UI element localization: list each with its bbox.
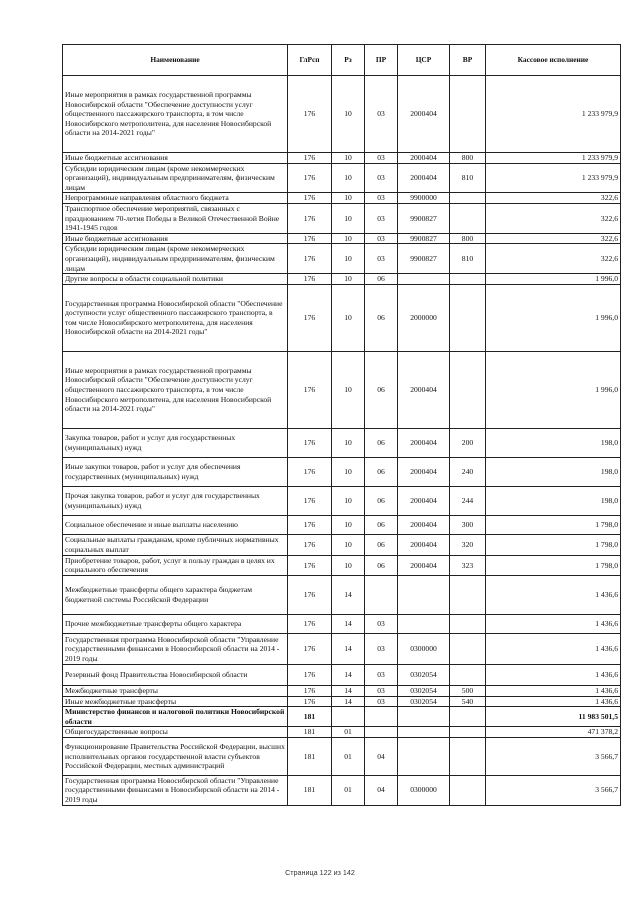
- cell-pr: 06: [365, 457, 398, 486]
- cell-pr: 03: [365, 163, 398, 193]
- cell-csr: 2000404: [398, 457, 450, 486]
- cell-vr: 800: [450, 233, 486, 244]
- table-row: [63, 193, 621, 204]
- cell-csr: 0300000: [398, 633, 450, 664]
- cell-amount: 3 566,7: [486, 737, 621, 775]
- cell-name: Функционирование Правительства Российской Федерации, высших исполнительных органов государственной власти субъектов Российской Федерации, местных администраций: [63, 737, 288, 775]
- cell-amount: 1 798,0: [486, 534, 621, 555]
- cell-glrsp: 176: [288, 515, 332, 534]
- cell-amount: 198,0: [486, 428, 621, 457]
- table-row: [63, 153, 621, 164]
- cell-csr: [398, 274, 450, 285]
- cell-rz: 14: [332, 696, 365, 707]
- cell-csr: [398, 575, 450, 614]
- cell-pr: 03: [365, 244, 398, 274]
- cell-glrsp: 176: [288, 486, 332, 515]
- cell-csr: 2000404: [398, 76, 450, 153]
- cell-name: Иные межбюджетные трансферты: [63, 696, 288, 707]
- header-pr: ПР: [365, 45, 398, 76]
- cell-glrsp: 176: [288, 203, 332, 233]
- cell-csr: [398, 737, 450, 775]
- cell-vr: 800: [450, 153, 486, 164]
- table-row: [63, 575, 621, 614]
- budget-execution-table: [62, 44, 621, 806]
- cell-pr: 03: [365, 153, 398, 164]
- cell-rz: 01: [332, 727, 365, 738]
- cell-pr: 06: [365, 284, 398, 351]
- header-name: Наименование: [63, 45, 288, 76]
- table-row: [63, 664, 621, 685]
- cell-csr: 2000404: [398, 534, 450, 555]
- cell-amount: 198,0: [486, 486, 621, 515]
- table-row: [63, 685, 621, 696]
- cell-pr: 03: [365, 633, 398, 664]
- cell-csr: 9900827: [398, 244, 450, 274]
- table-row: [63, 428, 621, 457]
- cell-csr: 2000404: [398, 555, 450, 575]
- cell-vr: [450, 193, 486, 204]
- cell-vr: 244: [450, 486, 486, 515]
- cell-amount: 3 566,7: [486, 775, 621, 805]
- cell-rz: 10: [332, 163, 365, 193]
- header-glrsp: ГлРсп: [288, 45, 332, 76]
- table-row: [63, 515, 621, 534]
- cell-rz: 14: [332, 664, 365, 685]
- cell-name: Иные бюджетные ассигнования: [63, 233, 288, 244]
- cell-name: Социальное обеспечение и иные выплаты населению: [63, 515, 288, 534]
- cell-pr: [365, 707, 398, 727]
- cell-csr: 2000404: [398, 163, 450, 193]
- cell-glrsp: 176: [288, 575, 332, 614]
- cell-rz: 14: [332, 614, 365, 633]
- cell-glrsp: 176: [288, 614, 332, 633]
- table-row: [63, 737, 621, 775]
- cell-rz: 10: [332, 534, 365, 555]
- cell-name: Общегосударственные вопросы: [63, 727, 288, 738]
- cell-vr: [450, 707, 486, 727]
- cell-glrsp: 176: [288, 244, 332, 274]
- cell-amount: 1 436,6: [486, 685, 621, 696]
- cell-rz: 01: [332, 775, 365, 805]
- cell-glrsp: 176: [288, 428, 332, 457]
- table-row: [63, 233, 621, 244]
- cell-amount: 1 233 979,9: [486, 163, 621, 193]
- table-row: [63, 633, 621, 664]
- cell-vr: 323: [450, 555, 486, 575]
- table-row: [63, 351, 621, 428]
- table-row: [63, 244, 621, 274]
- cell-csr: [398, 727, 450, 738]
- table-row: [63, 274, 621, 285]
- cell-pr: 03: [365, 193, 398, 204]
- cell-rz: 10: [332, 515, 365, 534]
- cell-pr: 06: [365, 274, 398, 285]
- cell-rz: 10: [332, 428, 365, 457]
- cell-glrsp: 176: [288, 685, 332, 696]
- cell-rz: 10: [332, 203, 365, 233]
- cell-rz: 10: [332, 284, 365, 351]
- cell-pr: 06: [365, 555, 398, 575]
- cell-vr: [450, 633, 486, 664]
- cell-vr: 540: [450, 696, 486, 707]
- cell-name: Закупка товаров, работ и услуг для государственных (муниципальных) нужд: [63, 428, 288, 457]
- cell-name: Государственная программа Новосибирской области "Управление государственными финансами в Новосибирской области на 2014 - 2019 годы: [63, 633, 288, 664]
- cell-glrsp: 181: [288, 737, 332, 775]
- budget-table-sheet: [62, 44, 620, 806]
- table-header-row: [63, 45, 621, 76]
- cell-name: Прочие межбюджетные трансферты общего характера: [63, 614, 288, 633]
- cell-rz: 10: [332, 76, 365, 153]
- cell-glrsp: 176: [288, 153, 332, 164]
- cell-name: Государственная программа Новосибирской области "Обеспечение доступности услуг общественного пассажирского транспорта, в том числе Новосибирского метрополитена, для населения Новосибирской области на 2014-2021 годы": [63, 284, 288, 351]
- cell-glrsp: 181: [288, 707, 332, 727]
- cell-pr: 03: [365, 76, 398, 153]
- cell-glrsp: 176: [288, 534, 332, 555]
- cell-glrsp: 176: [288, 633, 332, 664]
- cell-pr: 06: [365, 351, 398, 428]
- cell-name: Иные мероприятия в рамках государственной программы Новосибирской области "Обеспечение доступности услуг общественного пассажирского транспорта, в том числе Новосибирского метрополитена, для населения Новосибирской области на 2014-2021 годы": [63, 76, 288, 153]
- cell-name: Межбюджетные трансферты: [63, 685, 288, 696]
- header-amount: Кассовое исполнение: [486, 45, 621, 76]
- table-row: [63, 696, 621, 707]
- cell-name: Иные закупки товаров, работ и услуг для обеспечения государственных (муниципальных) нужд: [63, 457, 288, 486]
- cell-glrsp: 176: [288, 696, 332, 707]
- cell-pr: [365, 575, 398, 614]
- cell-glrsp: 181: [288, 727, 332, 738]
- cell-rz: 10: [332, 486, 365, 515]
- cell-pr: 06: [365, 428, 398, 457]
- cell-csr: 2000404: [398, 515, 450, 534]
- cell-amount: 1 233 979,9: [486, 76, 621, 153]
- cell-csr: 9900827: [398, 203, 450, 233]
- table-row: [63, 555, 621, 575]
- cell-vr: [450, 727, 486, 738]
- table-row: [63, 707, 621, 727]
- cell-csr: 2000404: [398, 153, 450, 164]
- cell-name: Приобретение товаров, работ, услуг в пользу граждан в целях их социального обеспечения: [63, 555, 288, 575]
- cell-csr: 0302054: [398, 685, 450, 696]
- cell-pr: 04: [365, 775, 398, 805]
- cell-name: Иные мероприятия в рамках государственной программы Новосибирской области "Обеспечение доступности услуг общественного пассажирского транспорта, в том числе Новосибирского метрополитена, для населения Новосибирской области на 2014-2021 годы": [63, 351, 288, 428]
- cell-vr: [450, 351, 486, 428]
- cell-amount: 322,6: [486, 203, 621, 233]
- cell-csr: 0302054: [398, 664, 450, 685]
- cell-pr: 06: [365, 486, 398, 515]
- cell-rz: 10: [332, 555, 365, 575]
- cell-glrsp: 176: [288, 163, 332, 193]
- cell-vr: [450, 737, 486, 775]
- cell-name: Субсидии юридическим лицам (кроме некоммерческих организаций), индивидуальным предпринимателям, физическим лицам: [63, 163, 288, 193]
- cell-csr: [398, 707, 450, 727]
- cell-vr: [450, 614, 486, 633]
- cell-name: Непрограммные направления областного бюджета: [63, 193, 288, 204]
- cell-glrsp: 176: [288, 233, 332, 244]
- table-row: [63, 775, 621, 805]
- cell-pr: 03: [365, 696, 398, 707]
- header-csr: ЦСР: [398, 45, 450, 76]
- cell-rz: 14: [332, 575, 365, 614]
- cell-vr: [450, 575, 486, 614]
- header-rz: Рз: [332, 45, 365, 76]
- cell-csr: 2000404: [398, 428, 450, 457]
- cell-amount: 322,6: [486, 233, 621, 244]
- table-row: [63, 486, 621, 515]
- cell-name: Транспортное обеспечение мероприятий, связанных с празднованием 70-летия Победы в Великой Отечественной Войне 1941-1945 годов: [63, 203, 288, 233]
- cell-rz: [332, 707, 365, 727]
- cell-vr: [450, 664, 486, 685]
- table-row: [63, 534, 621, 555]
- cell-amount: 471 378,2: [486, 727, 621, 738]
- cell-csr: 2000404: [398, 486, 450, 515]
- table-row: [63, 727, 621, 738]
- table-row: [63, 284, 621, 351]
- cell-amount: 198,0: [486, 457, 621, 486]
- cell-glrsp: 176: [288, 76, 332, 153]
- cell-vr: [450, 284, 486, 351]
- cell-vr: 300: [450, 515, 486, 534]
- table-row: [63, 163, 621, 193]
- cell-amount: 11 983 501,5: [486, 707, 621, 727]
- cell-pr: 03: [365, 685, 398, 696]
- cell-name: Государственная программа Новосибирской области "Управление государственными финансами в Новосибирской области на 2014 - 2019 годы: [63, 775, 288, 805]
- cell-amount: 1 996,0: [486, 351, 621, 428]
- cell-rz: 01: [332, 737, 365, 775]
- cell-amount: 1 996,0: [486, 274, 621, 285]
- cell-pr: 06: [365, 515, 398, 534]
- cell-rz: 10: [332, 274, 365, 285]
- cell-glrsp: 181: [288, 775, 332, 805]
- cell-amount: 322,6: [486, 193, 621, 204]
- cell-name: Прочая закупка товаров, работ и услуг для государственных (муниципальных) нужд: [63, 486, 288, 515]
- cell-rz: 10: [332, 244, 365, 274]
- cell-glrsp: 176: [288, 351, 332, 428]
- cell-csr: 9900827: [398, 233, 450, 244]
- cell-glrsp: 176: [288, 457, 332, 486]
- cell-amount: 1 436,6: [486, 633, 621, 664]
- cell-vr: 320: [450, 534, 486, 555]
- cell-vr: 500: [450, 685, 486, 696]
- cell-vr: [450, 274, 486, 285]
- cell-name: Субсидии юридическим лицам (кроме некоммерческих организаций), индивидуальным предпринимателям, физическим лицам: [63, 244, 288, 274]
- table-row: [63, 203, 621, 233]
- cell-amount: 1 436,6: [486, 664, 621, 685]
- cell-csr: [398, 614, 450, 633]
- cell-vr: [450, 76, 486, 153]
- cell-pr: 03: [365, 664, 398, 685]
- cell-pr: 03: [365, 614, 398, 633]
- cell-amount: 1 436,6: [486, 575, 621, 614]
- cell-glrsp: 176: [288, 664, 332, 685]
- cell-amount: 1 436,6: [486, 696, 621, 707]
- cell-name: Иные бюджетные ассигнования: [63, 153, 288, 164]
- cell-name: Другие вопросы в области социальной политики: [63, 274, 288, 285]
- cell-rz: 10: [332, 153, 365, 164]
- cell-amount: 1 233 979,9: [486, 153, 621, 164]
- cell-csr: 0300000: [398, 775, 450, 805]
- cell-csr: 2000000: [398, 284, 450, 351]
- cell-csr: 2000404: [398, 351, 450, 428]
- cell-rz: 10: [332, 193, 365, 204]
- cell-pr: [365, 727, 398, 738]
- cell-name: Министерство финансов и налоговой политики Новосибирской области: [63, 707, 288, 727]
- cell-name: Резервный фонд Правительства Новосибирской области: [63, 664, 288, 685]
- cell-vr: 810: [450, 244, 486, 274]
- cell-name: Социальные выплаты гражданам, кроме публичных нормативных социальных выплат: [63, 534, 288, 555]
- table-row: [63, 457, 621, 486]
- cell-glrsp: 176: [288, 274, 332, 285]
- table-row: [63, 76, 621, 153]
- cell-rz: 10: [332, 457, 365, 486]
- cell-name: Межбюджетные трансферты общего характера бюджетам бюджетной системы Российской Федерации: [63, 575, 288, 614]
- header-vr: ВР: [450, 45, 486, 76]
- cell-amount: 322,6: [486, 244, 621, 274]
- cell-vr: 200: [450, 428, 486, 457]
- cell-glrsp: 176: [288, 193, 332, 204]
- cell-rz: 14: [332, 633, 365, 664]
- cell-vr: [450, 203, 486, 233]
- cell-rz: 10: [332, 233, 365, 244]
- cell-csr: 9900000: [398, 193, 450, 204]
- cell-amount: 1 798,0: [486, 515, 621, 534]
- cell-pr: 03: [365, 203, 398, 233]
- cell-csr: 0302054: [398, 696, 450, 707]
- cell-pr: 03: [365, 233, 398, 244]
- cell-vr: 810: [450, 163, 486, 193]
- cell-vr: 240: [450, 457, 486, 486]
- cell-rz: 10: [332, 351, 365, 428]
- cell-amount: 1 798,0: [486, 555, 621, 575]
- cell-glrsp: 176: [288, 284, 332, 351]
- cell-amount: 1 436,6: [486, 614, 621, 633]
- table-row: [63, 614, 621, 633]
- page-number: Страница 122 из 142: [285, 868, 355, 877]
- cell-pr: 06: [365, 534, 398, 555]
- cell-rz: 14: [332, 685, 365, 696]
- cell-pr: 04: [365, 737, 398, 775]
- cell-vr: [450, 775, 486, 805]
- cell-glrsp: 176: [288, 555, 332, 575]
- cell-amount: 1 996,0: [486, 284, 621, 351]
